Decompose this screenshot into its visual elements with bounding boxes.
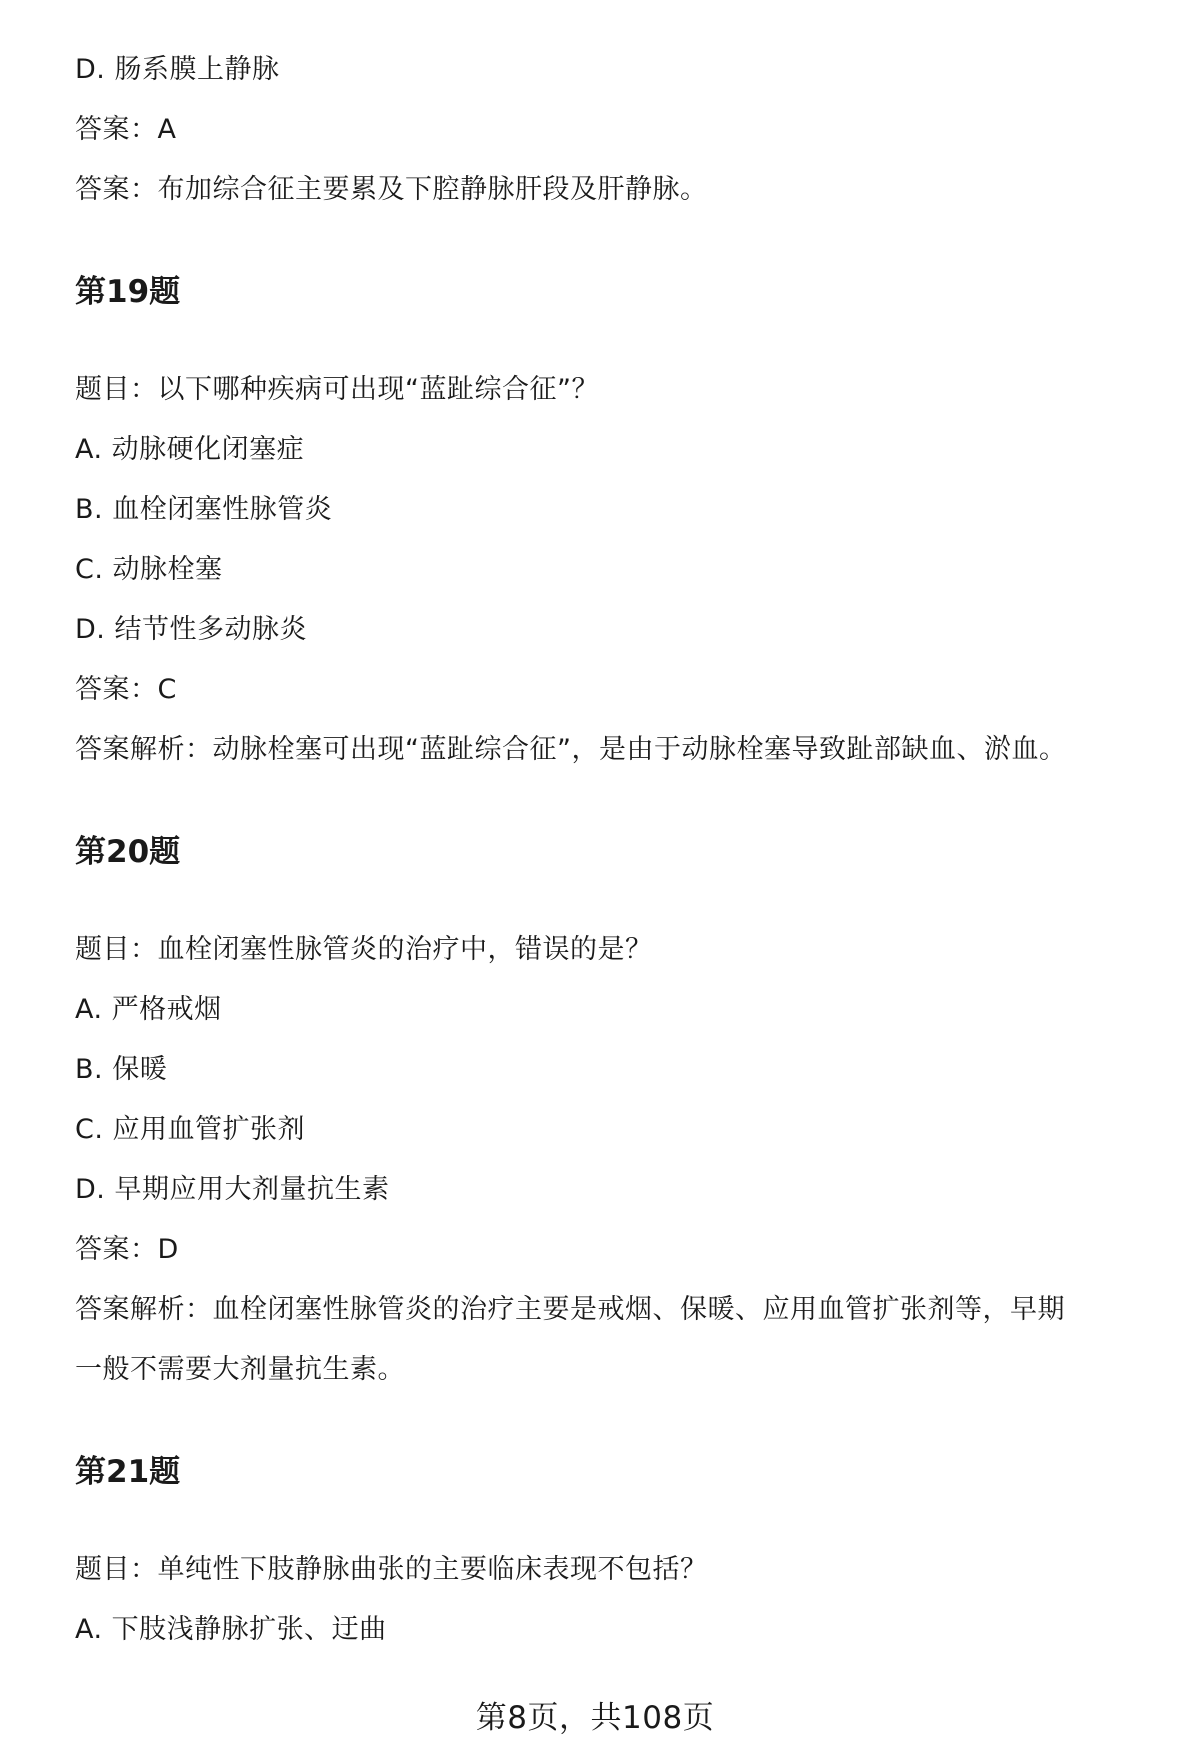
q20-explanation-line2: 一般不需要大剂量抗生素。 (75, 1354, 405, 1385)
q19-question: 题目：以下哪种疾病可出现“蓝趾综合征”？ (75, 374, 599, 405)
q18-explanation: 答案：布加综合征主要累及下腔静脉肝段及肝静脉。 (75, 174, 708, 205)
q21-question: 题目：单纯性下肢静脉曲张的主要临床表现不包括？ (75, 1554, 708, 1585)
q21-heading: 第21题 (75, 1454, 181, 1490)
q19-option-c: C. 动脉栓塞 (75, 554, 223, 585)
q20-option-b: B. 保暖 (75, 1054, 168, 1085)
q19-answer: 答案：C (75, 674, 177, 705)
q19-explanation: 答案解析：动脉栓塞可出现“蓝趾综合征”，是由于动脉栓塞导致趾部缺血、淤血。 (75, 734, 1067, 765)
q20-option-c: C. 应用血管扩张剂 (75, 1114, 306, 1145)
q20-heading: 第20题 (75, 834, 181, 870)
q18-option-d: D. 肠系膜上静脉 (75, 54, 280, 85)
q19-option-b: B. 血栓闭塞性脉管炎 (75, 494, 333, 525)
q20-option-a: A. 严格戒烟 (75, 994, 222, 1025)
q20-explanation-line1: 答案解析：血栓闭塞性脉管炎的治疗主要是戒烟、保暖、应用血管扩张剂等，早期 (75, 1294, 1065, 1325)
q20-answer: 答案：D (75, 1234, 179, 1265)
q21-option-a: A. 下肢浅静脉扩张、迂曲 (75, 1614, 387, 1645)
q19-heading: 第19题 (75, 274, 181, 310)
q19-option-d: D. 结节性多动脉炎 (75, 614, 307, 645)
q19-option-a: A. 动脉硬化闭塞症 (75, 434, 305, 465)
q20-option-d: D. 早期应用大剂量抗生素 (75, 1174, 390, 1205)
q20-question: 题目：血栓闭塞性脉管炎的治疗中，错误的是？ (75, 934, 653, 965)
q18-answer: 答案：A (75, 114, 177, 145)
page-footer: 第8页，共108页 (475, 1700, 715, 1736)
